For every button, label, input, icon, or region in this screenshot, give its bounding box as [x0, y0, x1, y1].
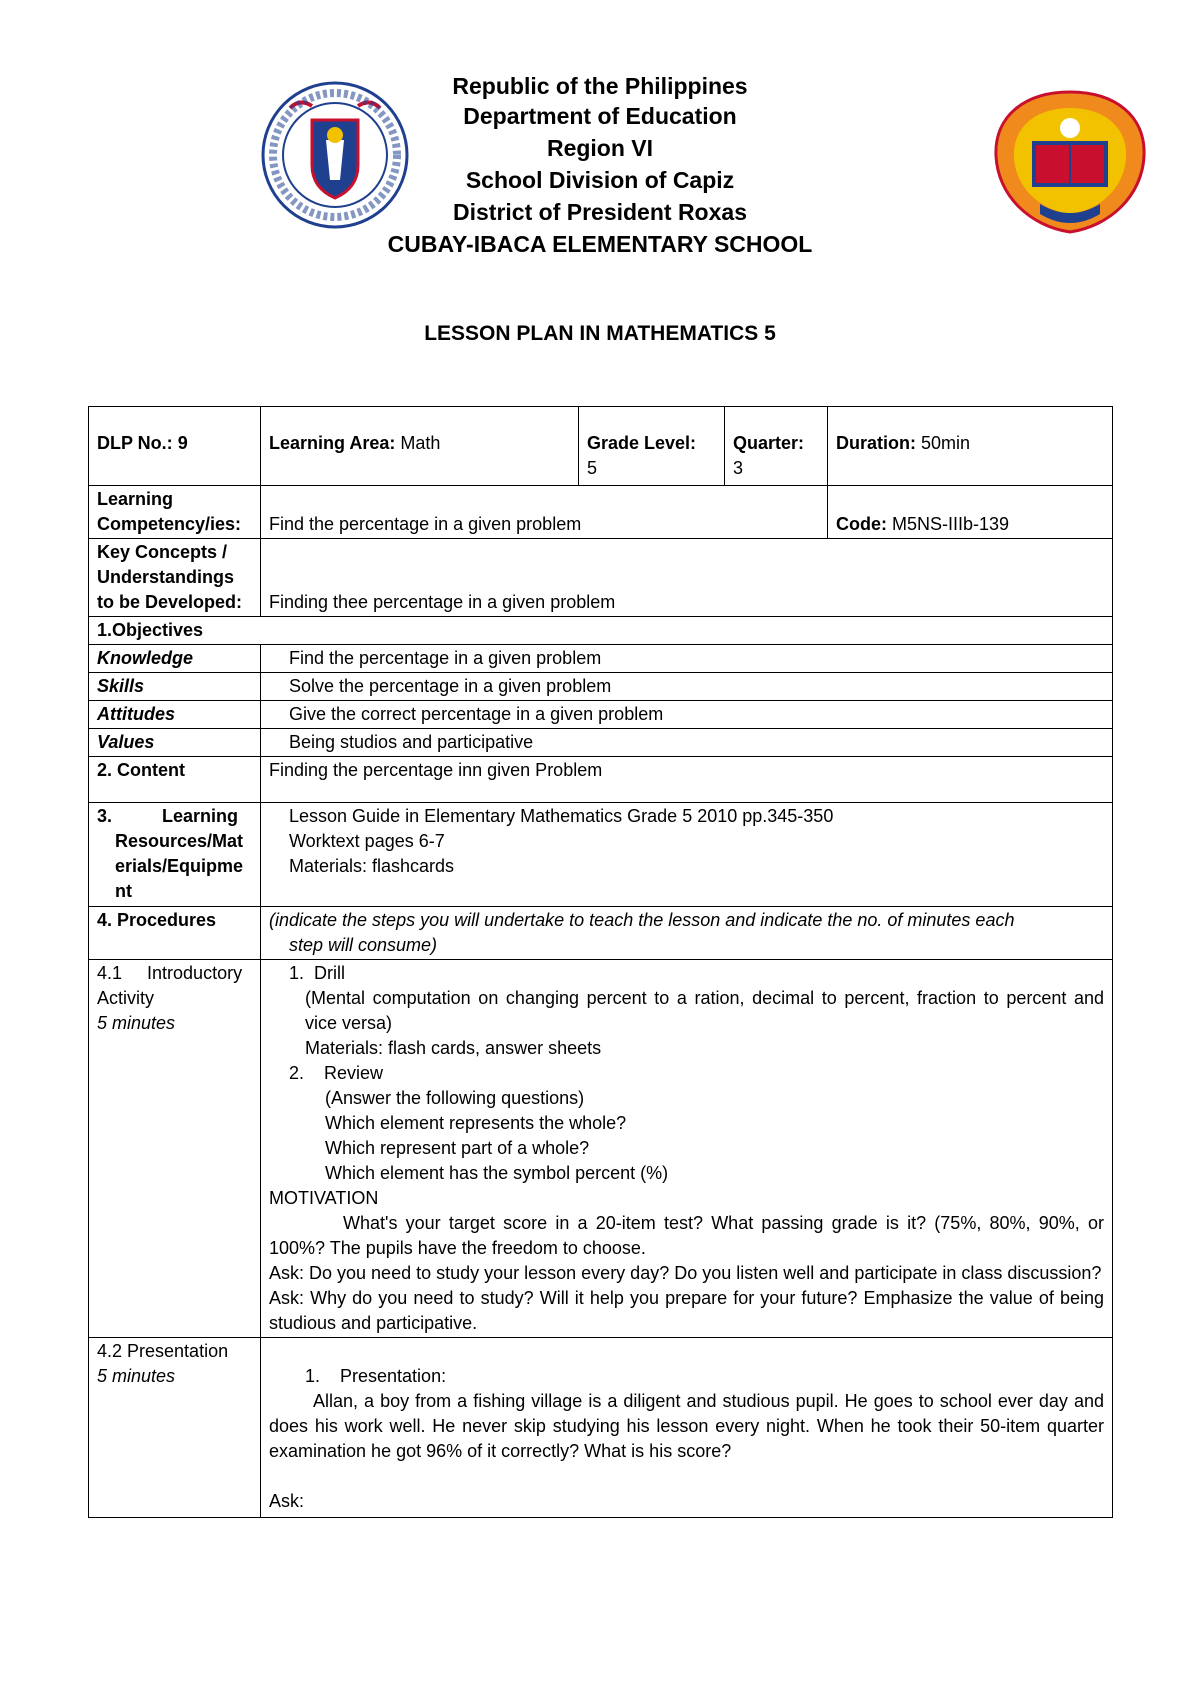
review-question: Which element has the symbol percent (%): [325, 1163, 669, 1183]
drill-description: (Mental computation on changing percent to a ration, decimal to percent, fraction to percent and vice versa): [305, 988, 1104, 1033]
code-cell: [828, 486, 1113, 539]
learning-area-label: Learning Area:: [269, 433, 396, 453]
presentation-ask: Ask:: [269, 1491, 305, 1511]
dlp-no-value: 9: [177, 433, 188, 453]
code-label: Code:: [836, 514, 887, 534]
resource-item: Worktext pages 6-7: [289, 831, 445, 851]
introductory-label-line1: 4.1 Introductory: [97, 963, 243, 983]
competency-label-line1: Learning: [97, 489, 174, 509]
quarter-label: Quarter:: [733, 433, 805, 453]
dlp-info-row: [89, 407, 1113, 486]
introductory-label-line2: Activity: [97, 988, 155, 1008]
resource-item: Lesson Guide in Elementary Mathematics Grade 5 2010 pp.345-350: [289, 806, 834, 826]
values-value: Being studios and participative: [261, 729, 1113, 757]
competency-label: [89, 486, 261, 539]
quarter-value: 3: [733, 458, 744, 478]
attitudes-value: Give the correct percentage in a given problem: [261, 701, 1113, 729]
motivation-text: What's your target score in a 20-item test? What passing grade is it? (75%, 80%, 90%, or 100%? The pupils have the freedom to choose.: [269, 1213, 1104, 1258]
ask-study-text: Ask: Do you need to study your lesson every day? Do you listen well and participate in class discussion?: [269, 1263, 1102, 1283]
code-value: M5NS-IIIb-139: [892, 514, 1010, 534]
presentation-label-text: 4.2 Presentation: [97, 1341, 229, 1361]
objectives-heading-row: [89, 617, 1113, 645]
grade-level-cell: [579, 407, 725, 486]
key-concepts-label-line3: to be Developed:: [97, 592, 243, 612]
motivation-heading: MOTIVATION: [269, 1188, 379, 1208]
division-logo: [990, 86, 1150, 236]
resources-label-line3: erials/Equipme: [115, 856, 244, 876]
header-region: Region VI: [546, 135, 654, 161]
knowledge-label: Knowledge: [89, 645, 261, 673]
duration-label: Duration:: [836, 433, 916, 453]
ask-future-text: Ask: Why do you need to study? Will it help you prepare for your future? Emphasize the value of being studious and participative.: [269, 1288, 1104, 1333]
resource-item: Materials: flashcards: [289, 856, 455, 876]
competency-row: [89, 486, 1113, 539]
dlp-no-cell: [89, 407, 261, 486]
values-label: Values: [89, 729, 261, 757]
resources-label: [89, 803, 261, 907]
lesson-plan-title: LESSON PLAN IN MATHEMATICS 5: [424, 322, 776, 345]
header-district: District of President Roxas: [453, 199, 747, 225]
resources-label-line4: nt: [115, 881, 132, 901]
content-row: [89, 757, 1113, 803]
presentation-heading: 1. Presentation:: [305, 1366, 447, 1386]
review-question: Which represent part of a whole?: [325, 1138, 590, 1158]
key-concepts-label-line1: Key Concepts /: [97, 542, 228, 562]
competency-value: Find the percentage in a given problem: [261, 486, 828, 539]
quarter-cell: [725, 407, 828, 486]
dlp-no-label: DLP No.:: [97, 433, 173, 453]
introductory-content: [261, 960, 1113, 1338]
presentation-story: Allan, a boy from a fishing village is a diligent and studious pupil. He goes to school ever day and does his work well. He never skip studying his lesson every night. When he took their 50-item quarter examination he got 96% of it correctly? What is his score?: [269, 1391, 1104, 1461]
presentation-row: [89, 1338, 1113, 1518]
resources-list: [261, 803, 1113, 907]
presentation-minutes: 5 minutes: [97, 1366, 176, 1386]
grade-level-label: Grade Level:: [587, 433, 697, 453]
review-question: Which element represents the whole?: [325, 1113, 627, 1133]
skills-row: [89, 673, 1113, 701]
knowledge-value: Find the percentage in a given problem: [261, 645, 1113, 673]
introductory-activity-row: [89, 960, 1113, 1338]
presentation-label: [89, 1338, 261, 1518]
procedures-label: 4. Procedures: [89, 907, 261, 960]
attitudes-label: Attitudes: [89, 701, 261, 729]
header-division: School Division of Capiz: [465, 167, 735, 193]
header-republic: Republic of the Philippines: [452, 73, 748, 99]
knowledge-row: [89, 645, 1113, 673]
skills-value: Solve the percentage in a given problem: [261, 673, 1113, 701]
key-concepts-value: Finding thee percentage in a given problem: [261, 539, 1113, 617]
competency-label-line2: Competency/ies:: [97, 514, 242, 534]
resources-label-line2: Resources/Mat: [115, 831, 244, 851]
presentation-content: [261, 1338, 1113, 1518]
objectives-heading: 1.Objectives: [89, 617, 1113, 645]
procedures-note-line2: step will consume): [289, 935, 438, 955]
drill-materials: Materials: flash cards, answer sheets: [305, 1038, 602, 1058]
learning-area-cell: [261, 407, 579, 486]
values-row: [89, 729, 1113, 757]
review-question: (Answer the following questions): [325, 1088, 585, 1108]
duration-value: 50min: [921, 433, 971, 453]
key-concepts-label: [89, 539, 261, 617]
key-concepts-row: [89, 539, 1113, 617]
content-value: Finding the percentage inn given Problem: [261, 757, 1113, 803]
content-label: 2. Content: [89, 757, 261, 803]
header-school: CUBAY-IBACA ELEMENTARY SCHOOL: [387, 231, 813, 257]
resources-row: [89, 803, 1113, 907]
key-concepts-label-line2: Understandings: [97, 567, 235, 587]
procedures-note-line1: (indicate the steps you will undertake to teach the lesson and indicate the no. of minutes each: [269, 910, 1015, 930]
attitudes-row: [89, 701, 1113, 729]
header-department: Department of Education: [463, 103, 737, 129]
skills-label: Skills: [89, 673, 261, 701]
dlp-table: [88, 406, 1113, 1518]
procedures-note: [261, 907, 1113, 960]
drill-heading: 1. Drill: [289, 963, 346, 983]
review-heading: 2. Review: [289, 1063, 384, 1083]
learning-area-value: Math: [400, 433, 441, 453]
duration-cell: [828, 407, 1113, 486]
introductory-label: [89, 960, 261, 1338]
introductory-minutes: 5 minutes: [97, 1013, 176, 1033]
procedures-row: [89, 907, 1113, 960]
resources-label-line1: 3. Learning: [97, 806, 239, 826]
grade-level-value: 5: [587, 458, 598, 478]
